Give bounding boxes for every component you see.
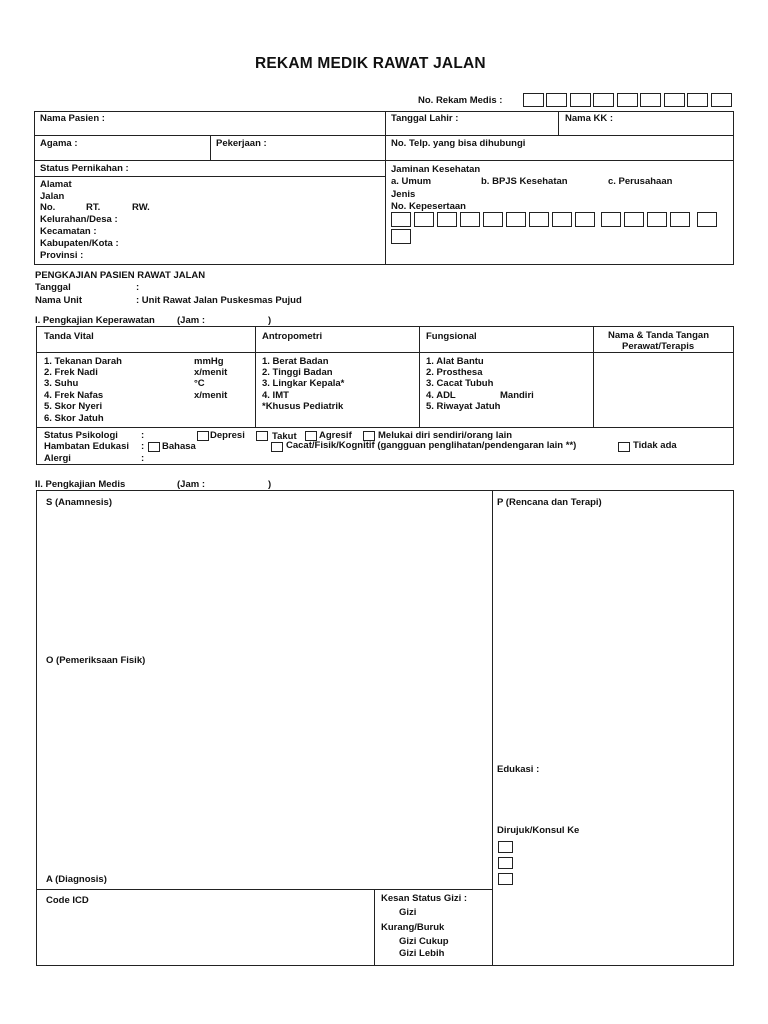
- col-tanda-vital: Tanda Vital: [44, 331, 94, 342]
- prosthesa: 2. Prosthesa: [426, 367, 483, 378]
- digit-cell[interactable]: [575, 212, 595, 227]
- takut-checkbox[interactable]: [256, 431, 268, 441]
- unit-xmenit-2: x/menit: [194, 390, 228, 401]
- col-divider: [492, 490, 493, 966]
- col-divider: [593, 326, 594, 427]
- row-divider: [36, 889, 492, 890]
- status-psikologi-label: Status Psikologi: [44, 430, 118, 441]
- takut-label: Takut: [272, 431, 297, 442]
- frek-nadi: 2. Frek Nadi: [44, 367, 98, 378]
- digit-cell[interactable]: [506, 212, 526, 227]
- digit-cell[interactable]: [570, 93, 591, 107]
- keperawatan-jam-label: (Jam :: [177, 315, 205, 326]
- col-divider: [419, 326, 420, 427]
- digit-cell[interactable]: [670, 212, 690, 227]
- keperawatan-jam-close: ): [268, 315, 272, 326]
- unit-mmhg: mmHg: [194, 356, 224, 367]
- adl: 4. ADL: [426, 390, 456, 401]
- kurang-buruk-item: Kurang/Buruk: [381, 922, 445, 933]
- digit-cell[interactable]: [483, 212, 503, 227]
- digit-cell[interactable]: [687, 93, 708, 107]
- perusahaan-option[interactable]: c. Perusahaan: [608, 176, 673, 187]
- no-telp-label: No. Telp. yang bisa dihubungi: [391, 138, 526, 149]
- col-antropometri: Antropometri: [262, 331, 323, 342]
- row-divider: [36, 427, 734, 428]
- digit-cell[interactable]: [391, 212, 411, 227]
- rujuk-checkbox-3[interactable]: [498, 873, 513, 885]
- bpjs-option[interactable]: b. BPJS Kesehatan: [481, 176, 568, 187]
- tekanan-darah: 1. Tekanan Darah: [44, 356, 122, 367]
- alat-bantu: 1. Alat Bantu: [426, 356, 484, 367]
- digit-cell[interactable]: [391, 229, 411, 244]
- digit-cell[interactable]: [640, 93, 661, 107]
- kesan-status-gizi-label: Kesan Status Gizi :: [381, 893, 468, 904]
- riwayat-jatuh: 5. Riwayat Jatuh: [426, 401, 501, 412]
- digit-cell[interactable]: [437, 212, 457, 227]
- digit-cell[interactable]: [414, 212, 434, 227]
- unit-xmenit: x/menit: [194, 367, 228, 378]
- tanggal-label: Tanggal: [35, 282, 71, 293]
- s-anamnesis-label: S (Anamnesis): [46, 497, 112, 508]
- tanggal-colon: :: [136, 282, 140, 293]
- medis-heading: II. Pengkajian Medis: [35, 479, 126, 490]
- suhu: 3. Suhu: [44, 378, 79, 389]
- col-perawat: Perawat/Terapis: [622, 341, 695, 352]
- digit-cell[interactable]: [529, 212, 549, 227]
- alergi-label: Alergi: [44, 453, 71, 464]
- digit-cell[interactable]: [647, 212, 667, 227]
- lingkar-kepala: 3. Lingkar Kepala*: [262, 378, 345, 389]
- jaminan-label: Jaminan Kesehatan: [391, 164, 481, 175]
- unit-celsius: °C: [194, 378, 205, 389]
- tinggi-badan: 2. Tinggi Badan: [262, 367, 333, 378]
- digit-cell[interactable]: [546, 93, 567, 107]
- col-nama-ttd: Nama & Tanda Tangan: [608, 330, 709, 341]
- tanggal-lahir-label: Tanggal Lahir :: [391, 113, 459, 124]
- cacat-label: Cacat/Fisik/Kognitif (gangguan penglihatan/pendengaran lain **): [286, 440, 577, 451]
- row-divider: [34, 135, 734, 136]
- nama-pasien-label: Nama Pasien :: [40, 113, 105, 124]
- kelurahan-label: Kelurahan/Desa :: [40, 214, 118, 225]
- rujuk-checkbox-2[interactable]: [498, 857, 513, 869]
- tidak-ada-label: Tidak ada: [633, 440, 677, 451]
- gizi-item: Gizi: [399, 907, 417, 918]
- nama-unit-value: : Unit Rawat Jalan Puskesmas Pujud: [136, 295, 302, 306]
- status-pernikahan-label: Status Pernikahan :: [40, 163, 129, 174]
- row-divider: [34, 176, 385, 177]
- edukasi-label: Edukasi :: [497, 764, 540, 775]
- agama-label: Agama :: [40, 138, 78, 149]
- bahasa-label: Bahasa: [162, 441, 196, 452]
- provinsi-label: Provinsi :: [40, 250, 84, 261]
- page-title: REKAM MEDIK RAWAT JALAN: [255, 55, 486, 72]
- digit-cell[interactable]: [664, 93, 685, 107]
- digit-cell[interactable]: [552, 212, 572, 227]
- colon: :: [141, 430, 145, 441]
- digit-cell[interactable]: [697, 212, 717, 227]
- digit-cell[interactable]: [460, 212, 480, 227]
- umum-option[interactable]: a. Umum: [391, 176, 432, 187]
- skor-jatuh: 6. Skor Jatuh: [44, 413, 104, 424]
- jenis-label: Jenis: [391, 189, 416, 200]
- agresif-label: Agresif: [319, 430, 352, 441]
- dirujuk-label: Dirujuk/Konsul Ke: [497, 825, 580, 836]
- medis-jam-label: (Jam :: [177, 479, 205, 490]
- colon: :: [141, 453, 145, 464]
- digit-cell[interactable]: [711, 93, 732, 107]
- depresi-checkbox[interactable]: [197, 431, 209, 441]
- digit-cell[interactable]: [523, 93, 544, 107]
- rw-label: RW.: [132, 202, 150, 213]
- col-divider: [558, 111, 559, 135]
- bahasa-checkbox[interactable]: [148, 442, 160, 452]
- frek-nafas: 4. Frek Nafas: [44, 390, 104, 401]
- col-fungsional: Fungsional: [426, 331, 477, 342]
- imt: 4. IMT: [262, 390, 289, 401]
- kecamatan-label: Kecamatan :: [40, 226, 97, 237]
- code-icd-label: Code ICD: [46, 895, 89, 906]
- no-kepesertaan-label: No. Kepesertaan: [391, 201, 466, 212]
- o-pemeriksaan-label: O (Pemeriksaan Fisik): [46, 655, 146, 666]
- depresi-label: Depresi: [210, 430, 245, 441]
- a-diagnosis-label: A (Diagnosis): [46, 874, 107, 885]
- hambatan-edukasi-label: Hambatan Edukasi: [44, 441, 129, 452]
- col-divider: [210, 135, 211, 160]
- col-divider: [385, 111, 386, 265]
- rt-label: RT.: [86, 202, 101, 213]
- kabupaten-label: Kabupaten/Kota :: [40, 238, 119, 249]
- nama-unit-label: Nama Unit: [35, 295, 82, 306]
- medis-jam-close: ): [268, 479, 272, 490]
- pengkajian-heading: PENGKAJIAN PASIEN RAWAT JALAN: [35, 270, 206, 281]
- cacat-checkbox[interactable]: [271, 442, 283, 452]
- colon: :: [141, 441, 145, 452]
- cacat-tubuh: 3. Cacat Tubuh: [426, 378, 494, 389]
- jalan-label: Jalan: [40, 191, 65, 202]
- p-rencana-label: P (Rencana dan Terapi): [497, 497, 602, 508]
- gizi-cukup-item: Gizi Cukup: [399, 936, 449, 947]
- nama-kk-label: Nama KK :: [565, 113, 614, 124]
- digit-cell[interactable]: [601, 212, 621, 227]
- no-label: No.: [40, 202, 56, 213]
- melukai-label: Melukai diri sendiri/orang lain: [378, 430, 513, 441]
- col-divider: [374, 889, 375, 966]
- digit-cell[interactable]: [624, 212, 644, 227]
- skor-nyeri: 5. Skor Nyeri: [44, 401, 103, 412]
- berat-badan: 1. Berat Badan: [262, 356, 329, 367]
- pekerjaan-label: Pekerjaan :: [216, 138, 267, 149]
- col-divider: [255, 326, 256, 427]
- mandiri: Mandiri: [500, 390, 534, 401]
- digit-cell[interactable]: [617, 93, 638, 107]
- no-rekam-medis-label: No. Rekam Medis :: [418, 95, 503, 106]
- gizi-lebih-item: Gizi Lebih: [399, 948, 445, 959]
- digit-cell[interactable]: [593, 93, 614, 107]
- tidak-ada-checkbox[interactable]: [618, 442, 630, 452]
- rujuk-checkbox-1[interactable]: [498, 841, 513, 853]
- keperawatan-heading: I. Pengkajian Keperawatan: [35, 315, 155, 326]
- khusus-pediatrik: *Khusus Pediatrik: [262, 401, 344, 412]
- alamat-label: Alamat: [40, 179, 72, 190]
- row-divider: [34, 160, 734, 161]
